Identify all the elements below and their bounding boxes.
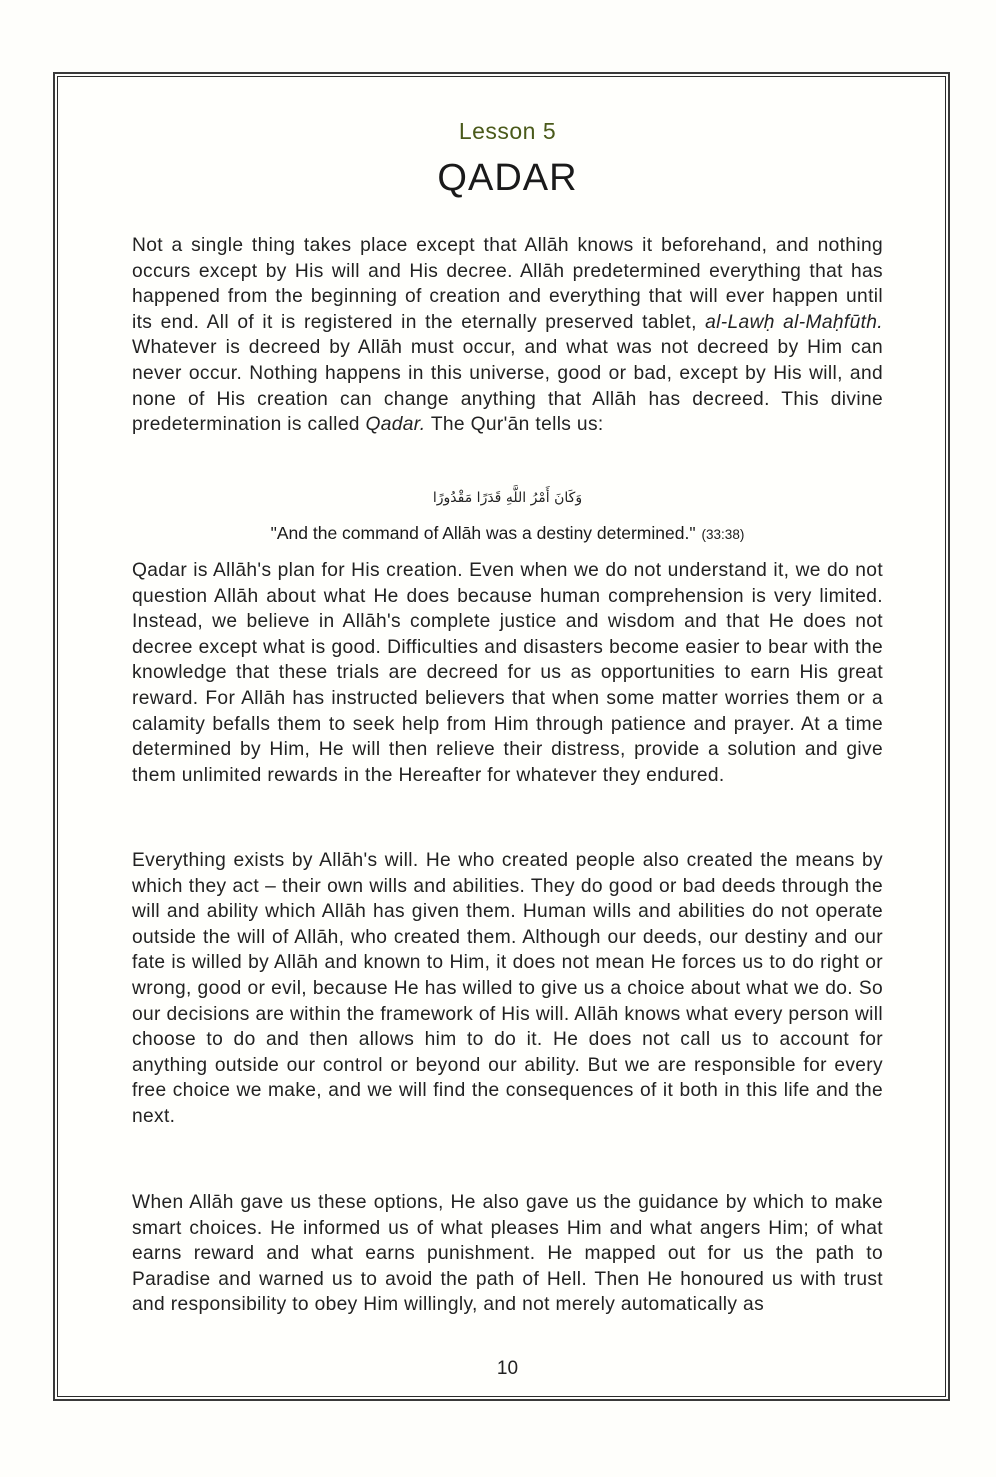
paragraph-qadar-plan: Qadar is Allāh's plan for His creation. Even when we do not understand it, we do not question Allāh about what He does because human comprehension is very limited. Instead, we believe in Allāh's complete justice and wisdom and that He does not decree except what is good. Difficulties and disasters become easier to bear with the knowledge that these trials are decreed for us as opportunities to earn His great reward. For Allāh has instructed believers that when some matter worries them or a calamity befalls them to seek help from Him through patience and prayer. At a time determined by Him, He will then relieve their distress, provide a solution and give them unlimited rewards in the Hereafter for whatever they endured. — [132, 560, 883, 786]
paragraph-will: Everything exists by Allāh's will. He who created people also created the means by which they act – their own wills and abilities. They do good or bad deeds through the will and ability which Allāh has given them. Human wills and abilities do not operate outside the will of Allāh, who created them. Although our deeds, our destiny and our fate is willed by Allāh and known to Him, it does not mean He forces us to do right or wrong, good or evil, because He has willed to give us a choice about what we do. So our decisions are within the framework of His will. Allāh knows what every person will choose to do and then allows him to do it. He does not call us to account for anything outside our control or beyond our ability. But we are responsible for every free choice we make, and we will find the consequences of it both in this life and the next. — [132, 850, 883, 1127]
term-lawh-mahfuth: al-Lawḥ al-Maḥfūth. — [705, 311, 883, 333]
paragraph-intro — [132, 233, 883, 438]
term-qadar: Qadar. — [365, 414, 426, 436]
paragraph-intro-text-3: The Qur'ān tells us: — [425, 414, 604, 436]
arabic-verse: وَكَانَ أَمْرُ اللَّهِ قَدَرًا مَقْدُورًا — [432, 490, 583, 506]
page-frame — [57, 76, 946, 1397]
page-number: 10 — [496, 1358, 519, 1379]
verse-translation — [132, 523, 883, 544]
paragraph-intro-text-2: Whatever is decreed by Allāh must occur, and what was not decreed by Him can never occur. Nothing happens in this universe, good or bad, except by His will, and none of His creation can change anything that Allāh has decreed. This divine predetermination is called — [132, 337, 883, 436]
lesson-label: Lesson 5 — [458, 118, 557, 144]
verse-translation-text: "And the command of Allāh was a destiny determined." — [270, 523, 696, 543]
paragraph-guidance: When Allāh gave us these options, He also gave us the guidance by which to make smart choices. He informed us of what pleases Him and what angers Him; of what earns reward and what earns punishment. He mapped out for us the path to Paradise and warned us to avoid the path of Hell. Then He honoured us with trust and responsibility to obey Him willingly, and not merely automatically as — [132, 1192, 883, 1316]
verse-reference: (33:38) — [701, 527, 745, 542]
lesson-title: QADAR — [437, 157, 578, 199]
paragraph-intro-text-1: Not a single thing takes place except that Allāh knows it beforehand, and nothing occurs except by His will and His decree. Allāh predetermined everything that has happened from the beginning of creation and everything that will ever happen until its end. All of it is registered in the eternally preserved tablet, — [132, 235, 883, 333]
